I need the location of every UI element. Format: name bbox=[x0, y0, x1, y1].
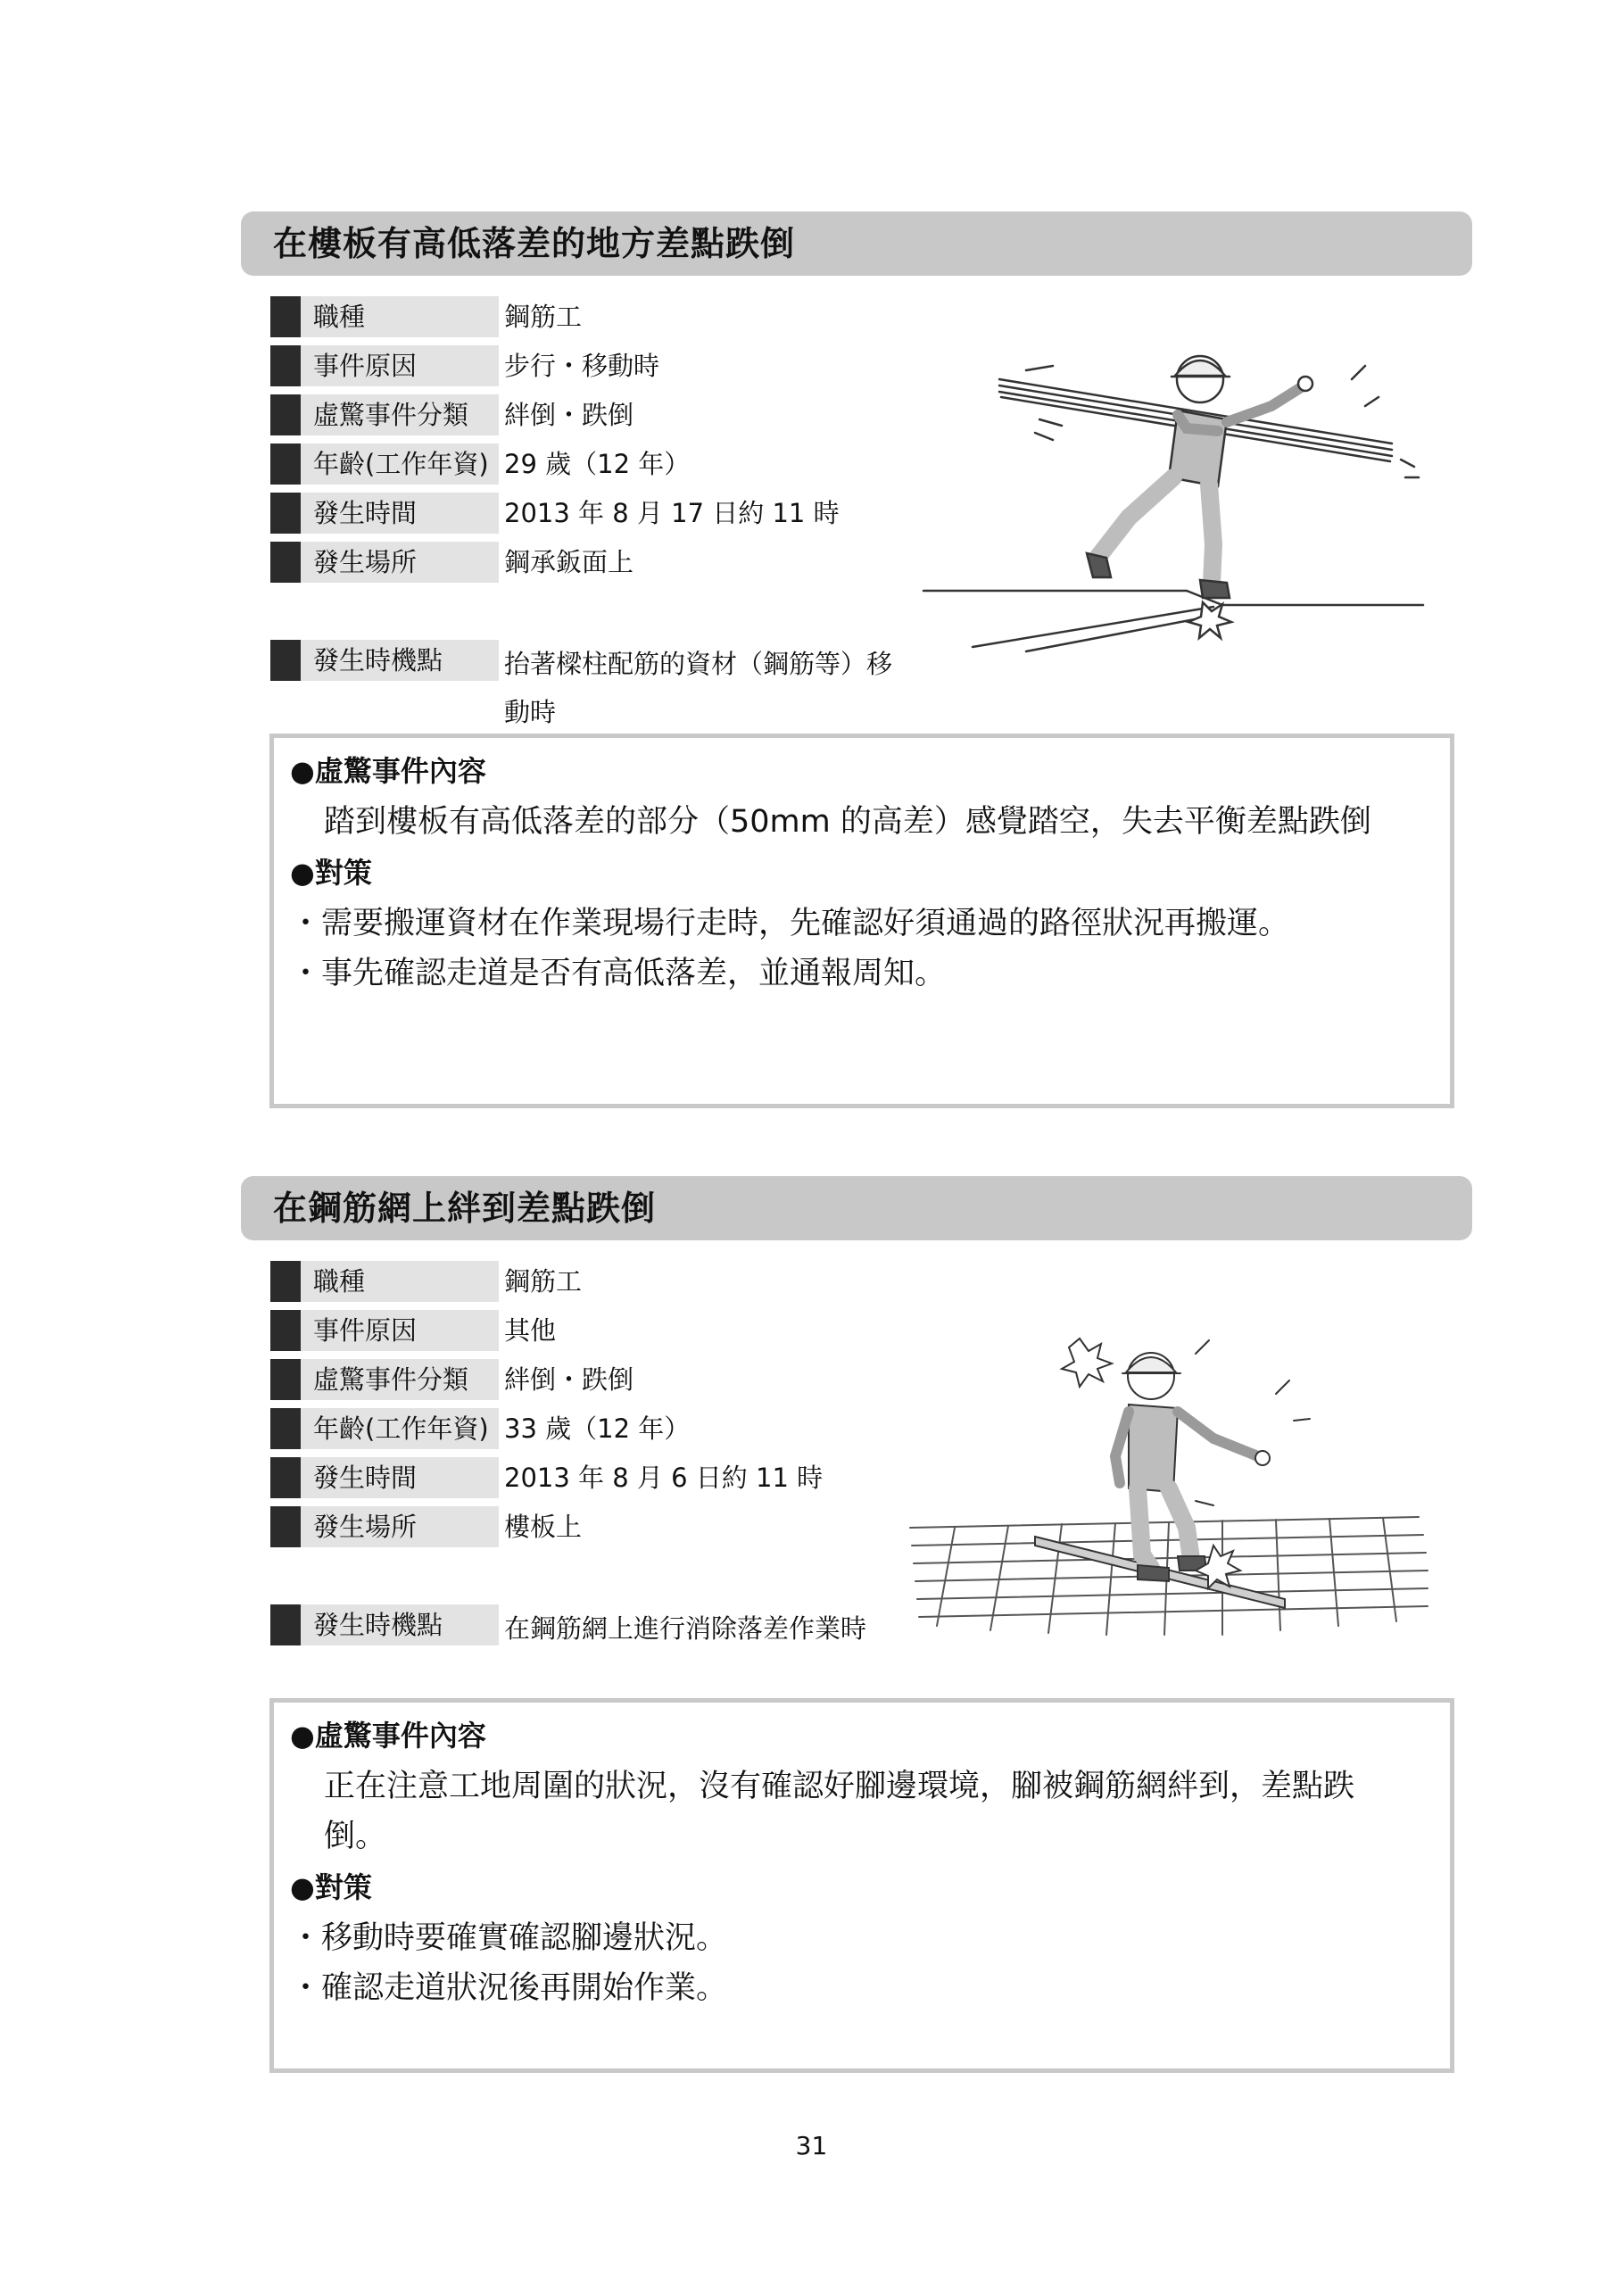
incident-text: 正在注意工地周圍的狀況，沒有確認好腳邊環境，腳被鋼筋網絆到，差點跌倒。 bbox=[324, 1769, 1355, 1854]
field-value: 鋼筋工 bbox=[504, 1266, 583, 1297]
field-label: 發生時間 bbox=[301, 1457, 499, 1498]
incident-heading: ●虛驚事件內容 bbox=[290, 1719, 486, 1753]
field-label: 發生場所 bbox=[301, 542, 499, 583]
row-marker bbox=[270, 1604, 301, 1645]
measure-item: ・確認走道狀況後再開始作業。 bbox=[290, 1970, 728, 2006]
row-marker bbox=[270, 1457, 301, 1498]
field-value: 在鋼筋網上進行消除落差作業時 bbox=[504, 1613, 867, 1644]
field-value: 樓板上 bbox=[504, 1512, 583, 1542]
measure-item: ・事先確認走道是否有高低落差，並通報周知。 bbox=[290, 956, 947, 991]
field-label: 虛驚事件分類 bbox=[301, 1359, 499, 1400]
row-marker bbox=[270, 296, 301, 337]
field-label: 發生時機點 bbox=[301, 640, 499, 681]
row-marker bbox=[270, 443, 301, 485]
incident-case-2 bbox=[0, 966, 1623, 2006]
field-label: 年齡(工作年資) bbox=[301, 1408, 499, 1449]
measure-item: ・移動時要確實確認腳邊狀況。 bbox=[290, 1920, 728, 1956]
case-title: 在鋼筋網上絆到差點跌倒 bbox=[241, 1176, 1472, 1240]
row-marker bbox=[270, 345, 301, 386]
measures-heading: ●對策 bbox=[290, 1870, 372, 1904]
row-marker bbox=[270, 640, 301, 681]
row-marker bbox=[270, 1310, 301, 1351]
field-value: 33 歲（12 年） bbox=[504, 1413, 691, 1444]
worker-mesh-trip-illustration bbox=[901, 1322, 1437, 1644]
incident-case-1 bbox=[0, 0, 1623, 991]
field-value: 29 歲（12 年） bbox=[504, 449, 691, 479]
field-value: 絆倒・跌倒 bbox=[504, 400, 634, 430]
page-number: 31 bbox=[795, 2131, 828, 2160]
row-marker bbox=[270, 1261, 301, 1302]
field-label: 發生場所 bbox=[301, 1506, 499, 1547]
field-value: 鋼承鈑面上 bbox=[504, 547, 634, 577]
field-label: 發生時機點 bbox=[301, 1604, 499, 1645]
row-marker bbox=[270, 1408, 301, 1449]
field-value: 絆倒・跌倒 bbox=[504, 1364, 634, 1395]
field-label: 職種 bbox=[301, 1261, 499, 1302]
field-label: 虛驚事件分類 bbox=[301, 394, 499, 435]
measure-item: ・需要搬運資材在作業現場行走時，先確認好須通過的路徑狀況再搬運。 bbox=[290, 906, 1290, 941]
incident-heading: ●虛驚事件內容 bbox=[290, 754, 486, 788]
field-label: 職種 bbox=[301, 296, 499, 337]
incident-text: 踏到樓板有高低落差的部分（50mm 的高差）感覺踏空，失去平衡差點跌倒 bbox=[324, 804, 1371, 840]
field-value: 鋼筋工 bbox=[504, 302, 583, 332]
measures-heading: ●對策 bbox=[290, 856, 372, 890]
row-marker bbox=[270, 1359, 301, 1400]
row-marker bbox=[270, 493, 301, 534]
field-value: 其他 bbox=[504, 1315, 557, 1346]
row-marker bbox=[270, 1506, 301, 1547]
case-title: 在樓板有高低落差的地方差點跌倒 bbox=[241, 211, 1472, 276]
row-marker bbox=[270, 394, 301, 435]
field-value: 步行・移動時 bbox=[504, 351, 660, 381]
row-marker bbox=[270, 542, 301, 583]
field-value: 2013 年 8 月 6 日約 11 時 bbox=[504, 1463, 824, 1493]
field-value: 抬著樑柱配筋的資材（鋼筋等）移動時 bbox=[504, 649, 893, 727]
field-value: 2013 年 8 月 17 日約 11 時 bbox=[504, 498, 840, 528]
worker-tripping-illustration bbox=[919, 344, 1428, 656]
field-label: 年齡(工作年資) bbox=[301, 443, 499, 485]
field-label: 事件原因 bbox=[301, 1310, 499, 1351]
incident-detail-box bbox=[269, 1698, 1454, 2073]
field-label: 發生時間 bbox=[301, 493, 499, 534]
field-label: 事件原因 bbox=[301, 345, 499, 386]
